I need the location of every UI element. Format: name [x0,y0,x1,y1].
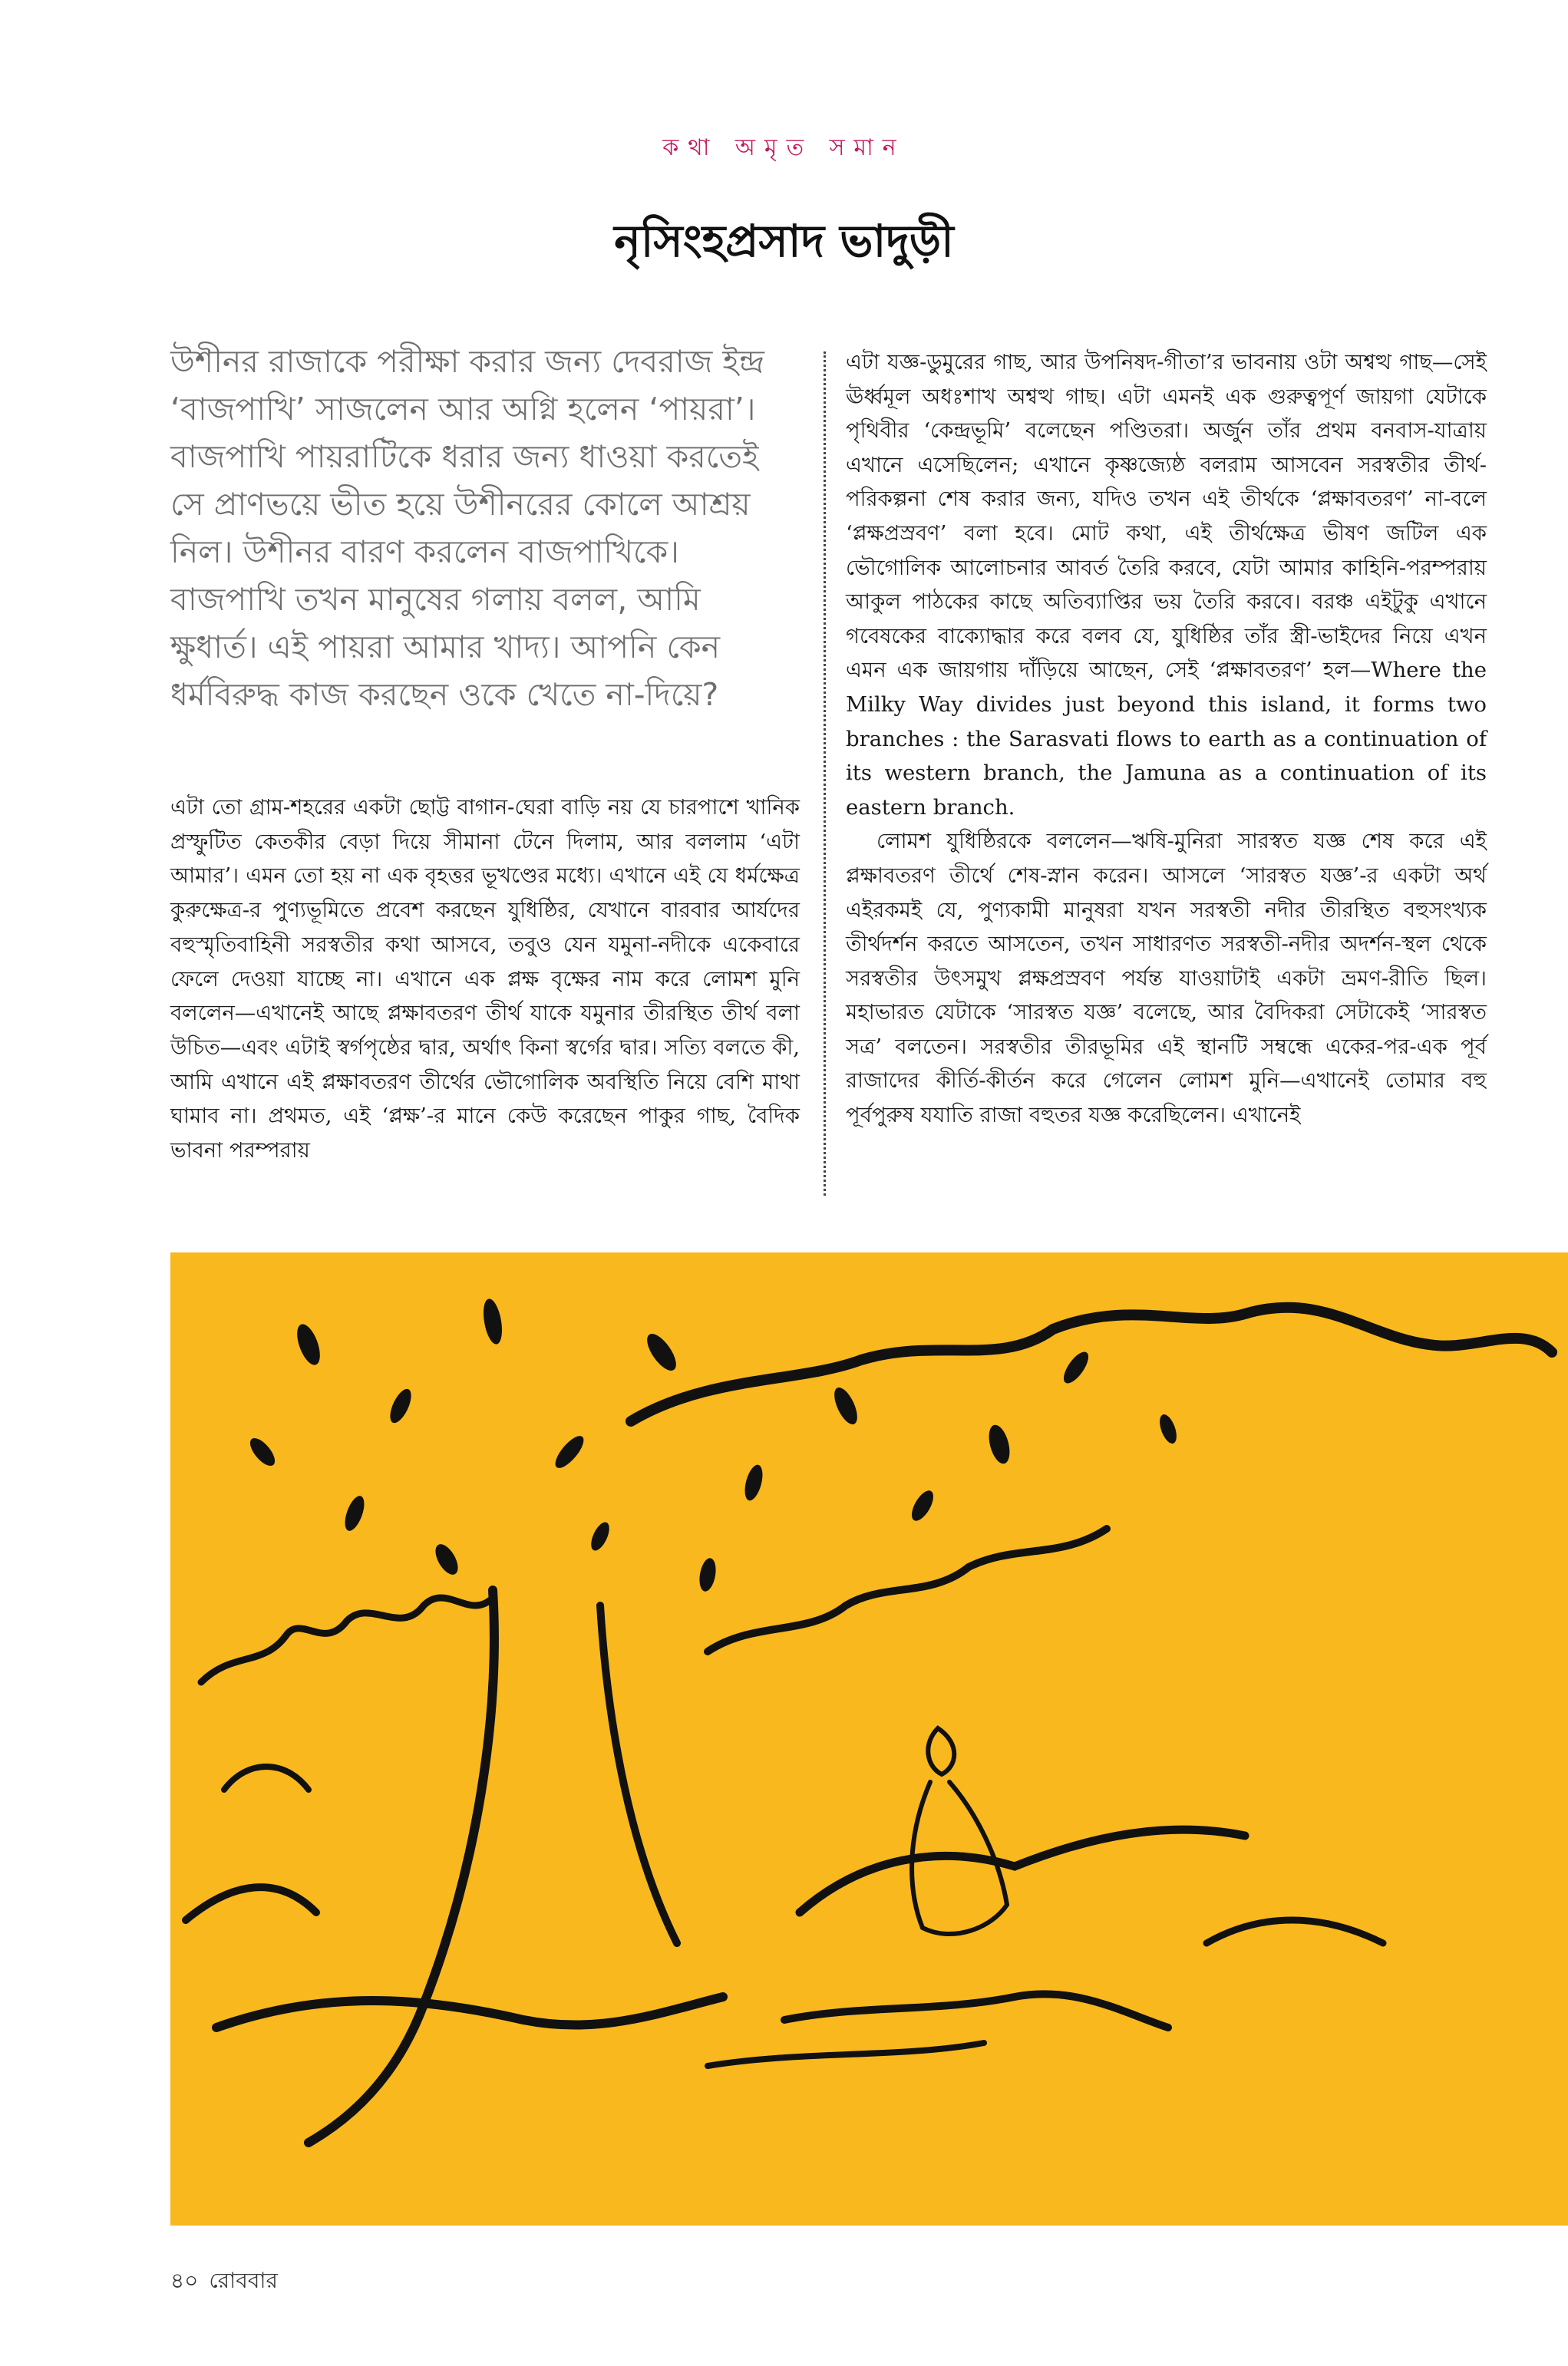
canopy-edge [201,1598,493,1682]
figure-head [928,1728,954,1774]
leaf-mark [697,1557,718,1593]
lead-paragraph: উশীনর রাজাকে পরীক্ষা করার জন্য দেবরাজ ইন্দ্র ‘বাজপাখি’ সাজলেন আর অগ্নি হলেন ‘পায়রা’। বাজপাখি পায়রাটিকে ধরার জন্য ধাওয়া করতেই সে প্রাণভয়ে ভীত হয়ে উশীনরের কোলে আশ্রয় নিল। উশীনর বারণ করলেন বাজপাখিকে। বাজপাখি তখন মানুষের গলায় বলল, আমি ক্ষুধার্ত। এই পায়রা আমার খাদ্য। আপনি কেন ধর্মবিরুদ্ধ কাজ করছেন ওকে খেতে না-দিয়ে? [170,343,764,713]
hill-left-2 [224,1767,309,1790]
leaf-mark [551,1432,589,1473]
body-right-paragraph-1 [846,345,1487,824]
river-bank-1 [216,1997,723,2028]
column-divider [824,351,826,1196]
body-right-text-1: এটা যজ্ঞ-ডুমুরের গাছ, আর উপনিষদ-গীতা’র ভাবনায় ওটা অশ্বত্থ গাছ—সেই ঊর্ধ্বমূল অধঃশাখ অশ্বত্থ গাছ। এটা এমনই এক গুরুত্বপূর্ণ জায়গা যেটাকে পৃথিবীর ‘কেন্দ্রভূমি’ বলেছেন পণ্ডিতরা। অর্জুন তাঁর প্রথম বনবাস-যাত্রায় এখানে এসেছিলেন; এখানে কৃষ্ণজ্যেষ্ঠ বলরাম আসবেন সরস্বতীর তীর্থ-পরিকল্পনা শেষ করার জন্য, যদিও তখন এই তীর্থকে ‘প্লক্ষাবতরণ’ না-বলে ‘প্লক্ষপ্রস্রবণ’ বলা হবে। মোট কথা, এই তীর্থক্ষেত্র ভীষণ জটিল এক ভৌগোলিক আলোচনার আবর্ত তৈরি করবে, যেটা আমার কাহিনি-পরম্পরায় আকুল পাঠকের কাছে অতিব্যাপ্তির ভয় তৈরি করবে। বরঞ্চ এইটুকু এখানে গবেষকের বাক্যোদ্ধার করে বলব যে, যুধিষ্ঠির তাঁর স্ত্রী-ভাইদের নিয়ে এখন এমন এক জায়গায় দাঁড়িয়ে আছেন, সেই ‘প্লক্ষাবতরণ’ হল— [846,350,1487,683]
leaf-mark [1059,1348,1093,1388]
body-left-paragraph: এটা তো গ্রাম-শহরের একটা ছোট্ট বাগান-ঘেরা বাড়ি নয় যে চারপাশে খানিক প্রস্ফুটিত কেতকীর বেড়া দিয়ে সীমানা টেনে দিলাম, আর বললাম ‘এটা আমার’। এমন তো হয় না এক বৃহত্তর ভূখণ্ডের মধ্যে। এখানে এই যে ধর্মক্ষেত্র কুরুক্ষেত্র-র পুণ্যভূমিতে প্রবেশ করছেন যুধিষ্ঠির, যেখানে বারবার আর্যদের বহুস্মৃতিবাহিনী সরস্বতীর কথা আসবে, তবুও যেন যমুনা-নদীকে একেবারে ফেলে দেওয়া যাচ্ছে না। এখানে এক প্লক্ষ বৃক্ষের নাম করে লোমশ মুনি বললেন—এখানেই আছে প্লক্ষাবতরণ তীর্থ যাকে যমুনার তীরস্থিত তীর্থ বলা উচিত—এবং এটাই স্বর্গপৃষ্ঠের দ্বার, অর্থাৎ কিনা স্বর্গের দ্বার। সত্যি বলতে কী, আমি এখানে এই প্লক্ষাবতরণ তীর্থের ভৌগোলিক অবস্থিতি নিয়ে বেশি মাথা ঘামাব না। প্রথমত, এই ‘প্লক্ষ’-র মানে কেউ করেছেন পাকুর গাছ, বৈদিক ভাবনা পরম্পরায় [170,795,800,1163]
leaf-mark [587,1520,612,1553]
body-right-paragraph-2: লোমশ যুধিষ্ঠিরকে বললেন—ঋষি-মুনিরা সারস্বত যজ্ঞ শেষ করে এই প্লক্ষাবতরণ তীর্থে শেষ-স্নান করেন। আসলে ‘সারস্বত যজ্ঞ’-র একটা অর্থ এইরকমই যে, পুণ্যকামী মানুষরা যখন সরস্বতী নদীর তীরস্থিত বহুসংখ্যক তীর্থদর্শন করতে আসতেন, তখন সাধারণত সরস্বতী-নদীর অদর্শন-স্থল থেকে সরস্বতীর উৎসমুখ প্লক্ষপ্রস্রবণ পর্যন্ত যাওয়াটাই একটা ভ্রমণ-রীতি ছিল। মহাভারত যেটাকে ‘সারস্বত যজ্ঞ’ বলেছে, আর বৈদিকরা সেটাকেই ‘সারস্বত সত্র’ বলতেন। সরস্বতীর তীরভূমির এই স্থানটি সম্বন্ধে একের-পর-এক পূর্ব রাজাদের কীর্তি-কীর্তন করে গেলেন লোমশ মুনি—এখানেই তোমার বহু পূর্বপুরুষ যযাতি রাজা বহুতর যজ্ঞ করেছিলেন। এখানেই [846,829,1487,1128]
leaf-mark [246,1434,279,1470]
leaf-mark [480,1298,505,1346]
river-bank-3 [708,2043,984,2066]
author-name: নৃসিংহপ্রসাদ ভাদুড়ী [614,215,954,267]
leaf-mark [985,1423,1014,1466]
hill-far-right [1207,1920,1383,1943]
body-column-right [846,345,1487,1133]
leaf-mark [386,1386,415,1426]
canopy-lower [708,1529,1107,1652]
page-footer [170,2264,289,2300]
leaf-mark [830,1384,862,1427]
canopy-right [631,1308,1552,1421]
ink-drawing [170,1252,1568,2226]
leaf-mark [431,1540,462,1578]
publication-name: রোববার [209,2268,278,2293]
leaf-mark [907,1487,937,1524]
page-number: ৪০ [170,2268,199,2293]
trunk-right [600,1605,677,1943]
body-column-left [170,790,800,1168]
leaf-mark [341,1493,368,1533]
river-bank-2 [784,1994,1168,2028]
trunk-left [309,1590,494,2143]
tree-illustration [170,1252,1568,2226]
english-quote: Where the Milky Way divides just beyond this island, it forms two branches : the Sarasvati flows to earth as a continuation of its western branch, the Jamuna as a continuation of its eastern branch. [846,658,1487,820]
leaf-mark [741,1463,766,1503]
leaf-mark [292,1322,325,1368]
hill-left [186,1887,316,1920]
series-title: কথা অমৃত সমান [662,134,906,161]
leaf-mark [1157,1412,1180,1446]
hill-right [800,1830,1245,1912]
leaf-mark [642,1329,682,1375]
